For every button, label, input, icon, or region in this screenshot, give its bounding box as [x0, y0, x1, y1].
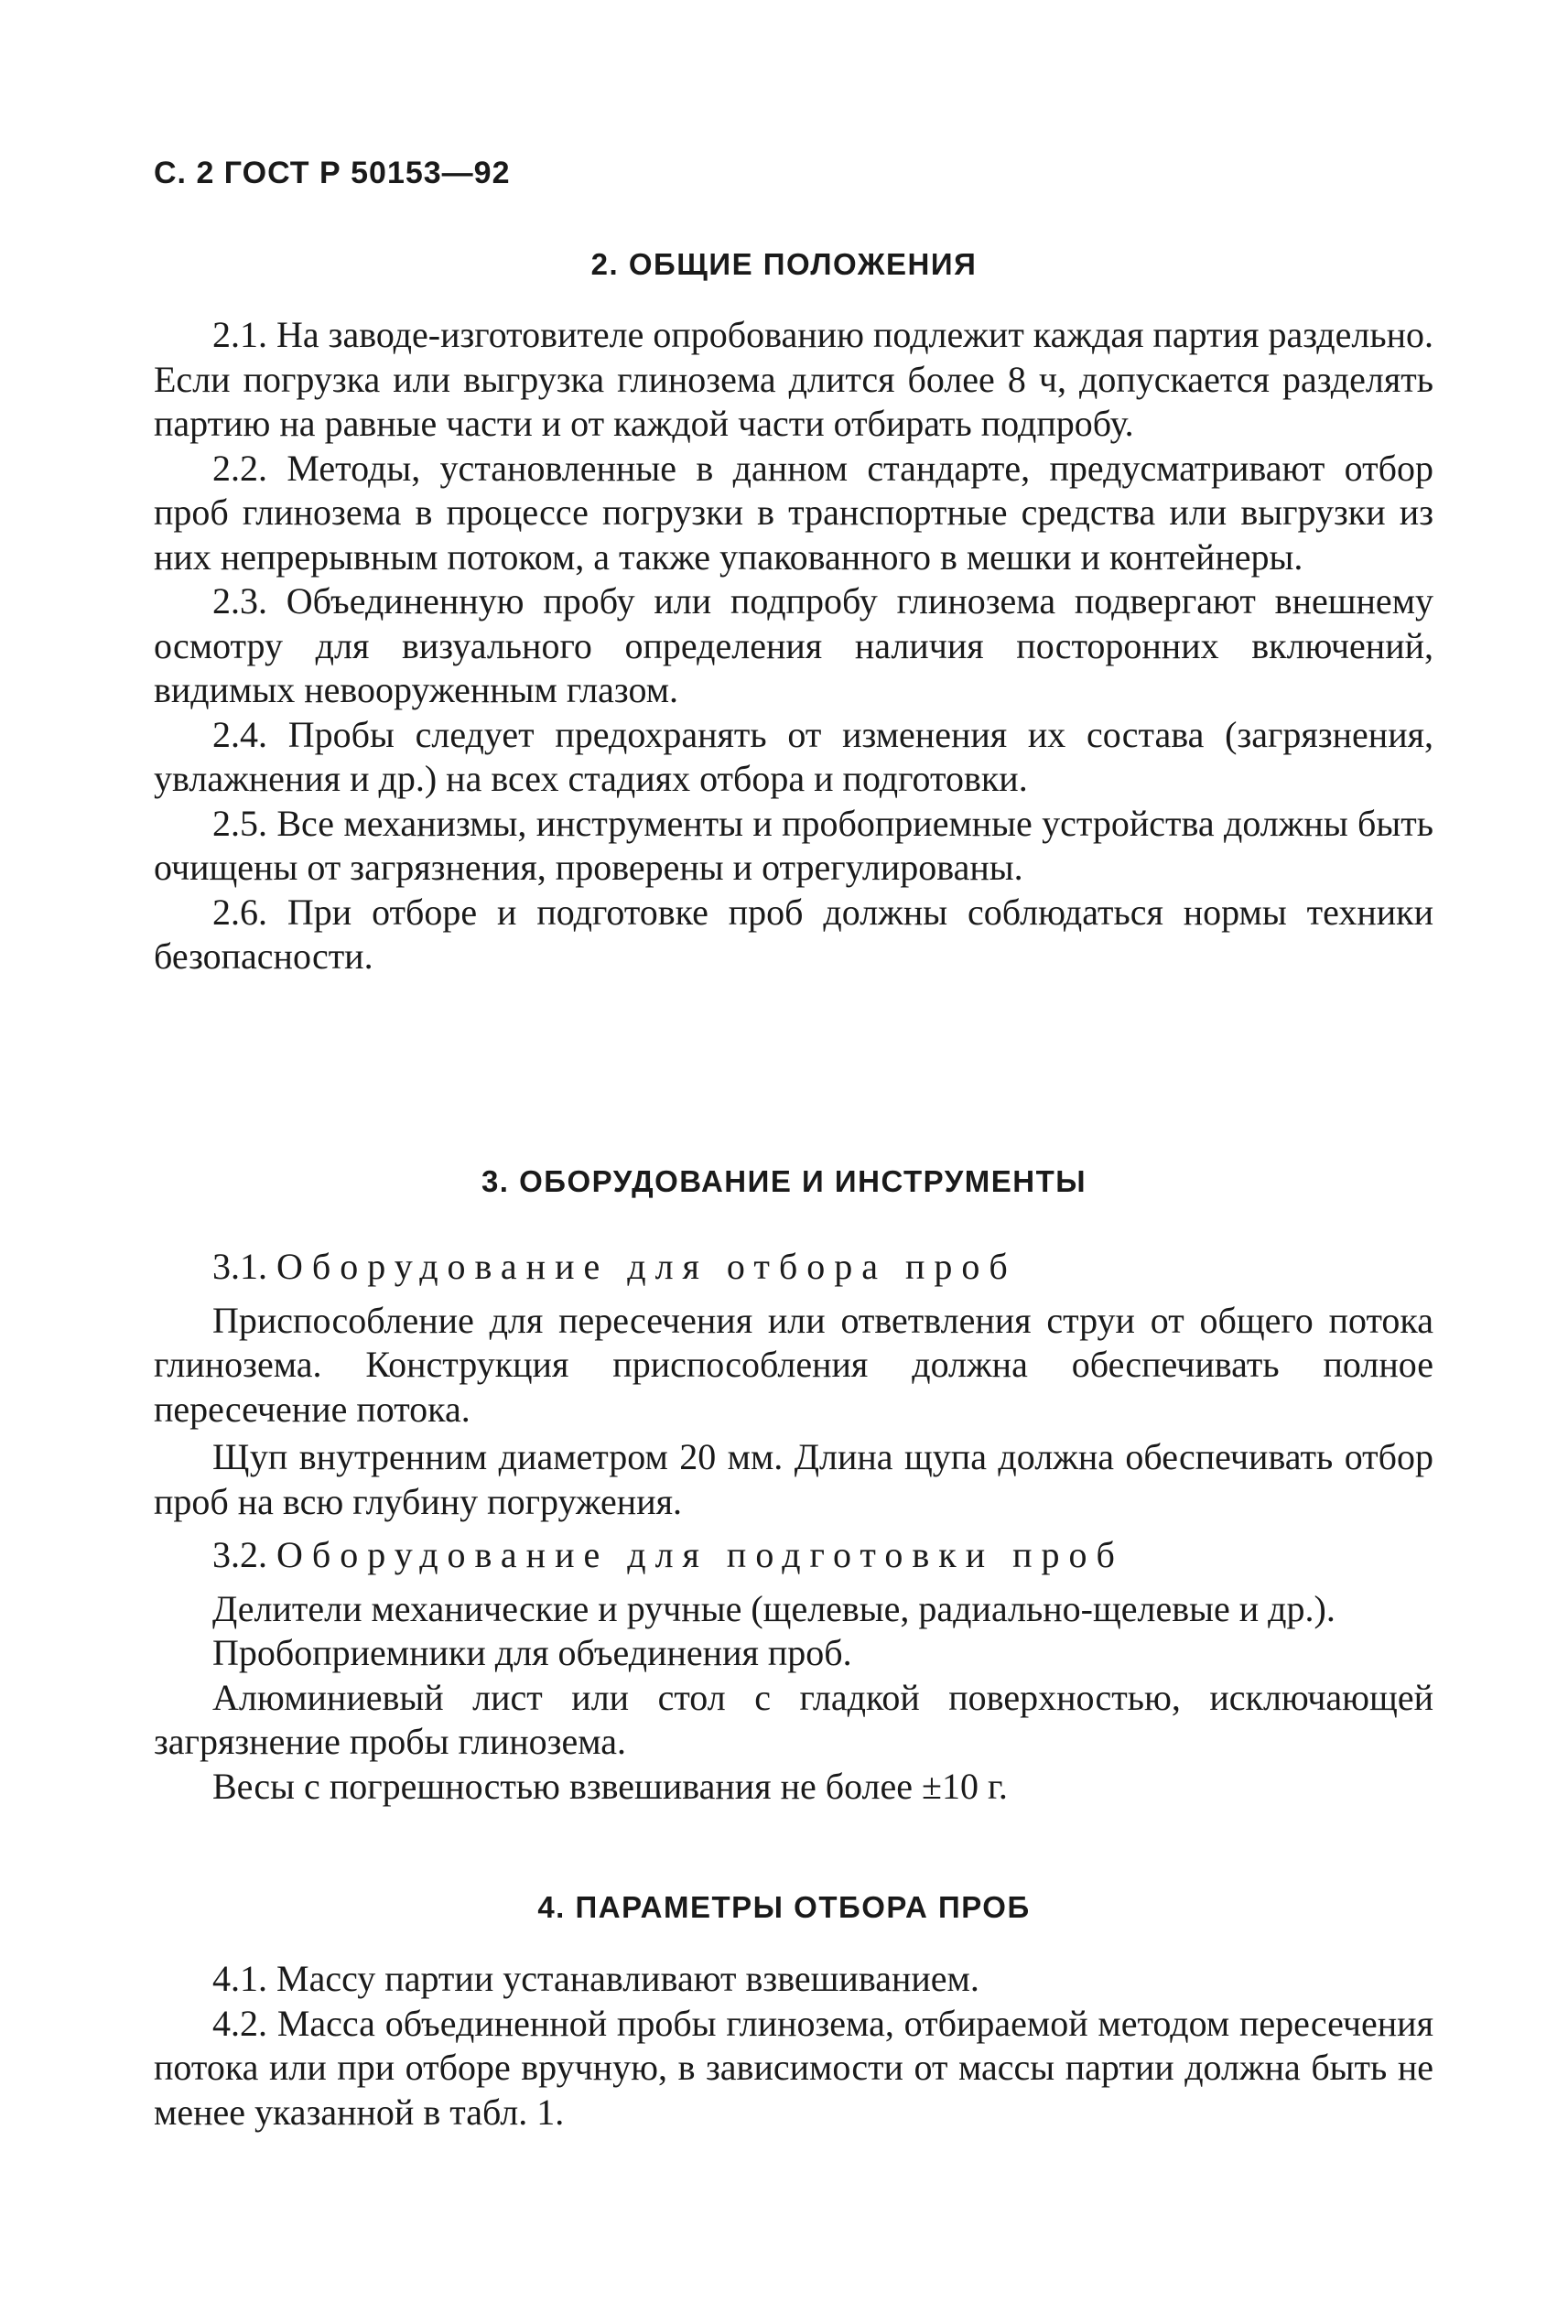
paragraph-3-1-b: Щуп внутренним диаметром 20 мм. Длина щупа должна обеспечивать отбор проб на всю глубину погружения.: [154, 1436, 1433, 1522]
subsection-3-1-title: Оборудование для отбора проб: [276, 1246, 1017, 1287]
subsection-3-1-number: 3.1.: [212, 1246, 267, 1287]
paragraph-2-6: 2.6. При отборе и подготовке проб должны соблюдаться нормы техники безопасности.: [154, 891, 1433, 977]
subsection-3-1-heading: [154, 1245, 1433, 1290]
section-3-title: 3. ОБОРУДОВАНИЕ И ИНСТРУМЕНТЫ: [481, 1164, 1087, 1198]
paragraph-3-1-a: Приспособление для пересечения или ответвления струи от общего потока глинозема. Конструкция приспособления должна обеспечивать полное пересечение потока.: [154, 1299, 1433, 1430]
paragraph-2-4: 2.4. Пробы следует предохранять от изменения их состава (загрязнения, увлажнения и др.) на всех стадиях отбора и подготовки.: [154, 713, 1433, 799]
paragraph-3-2-b: Пробоприемники для объединения проб.: [212, 1632, 852, 1673]
paragraph-2-5: 2.5. Все механизмы, инструменты и пробоприемные устройства должны быть очищены от загрязнения, проверены и отрегулированы.: [154, 802, 1433, 888]
paragraph-2-2: 2.2. Методы, установленные в данном стандарте, предусматривают отбор проб глинозема в процессе погрузки в транспортные средства или выгрузки из них непрерывным потоком, а также упакованного в мешки и контейнеры.: [154, 447, 1433, 578]
paragraph-3-2-d: Весы с погрешностью взвешивания не более ±10 г.: [212, 1765, 1008, 1807]
section-2-title: 2. ОБЩИЕ ПОЛОЖЕНИЯ: [590, 247, 978, 281]
paragraph-4-2: 4.2. Масса объединенной пробы глинозема, отбираемой методом пересечения потока или при отборе вручную, в зависимости от массы партии должна быть не менее указанной в табл. 1.: [154, 2002, 1433, 2133]
subsection-3-2-number: 3.2.: [212, 1534, 267, 1575]
section-3-1-body: [154, 1245, 1433, 1809]
section-4-title: 4. ПАРАМЕТРЫ ОТБОРА ПРОБ: [537, 1890, 1031, 1924]
running-head: С. 2 ГОСТ Р 50153—92: [154, 156, 511, 190]
paragraph-3-2-a: Делители механические и ручные (щелевые, радиально-щелевые и др.).: [212, 1587, 1336, 1629]
paragraph-2-3: 2.3. Объединенную пробу или подпробу глинозема подвергают внешнему осмотру для визуального определения наличия посторонних включений, видимых невооруженным глазом.: [154, 580, 1433, 710]
section-4-body: [154, 1957, 1433, 2135]
subsection-3-2-heading: [154, 1533, 1433, 1578]
subsection-3-2-title: Оборудование для подготовки проб: [276, 1534, 1124, 1575]
paragraph-2-1: 2.1. На заводе-изготовителе опробованию подлежит каждая партия раздельно. Если погрузка или выгрузка глинозема длится более 8 ч, допускается разделять партию на равные части и от каждой части отбирать подпробу.: [154, 314, 1433, 444]
paragraph-3-2-c: Алюминиевый лист или стол с гладкой поверхностью, исключающей загрязнение пробы глинозема.: [154, 1676, 1433, 1762]
paragraph-4-1: 4.1. Массу партии устанавливают взвешиванием.: [212, 1958, 979, 1999]
section-2-body: [154, 313, 1433, 979]
